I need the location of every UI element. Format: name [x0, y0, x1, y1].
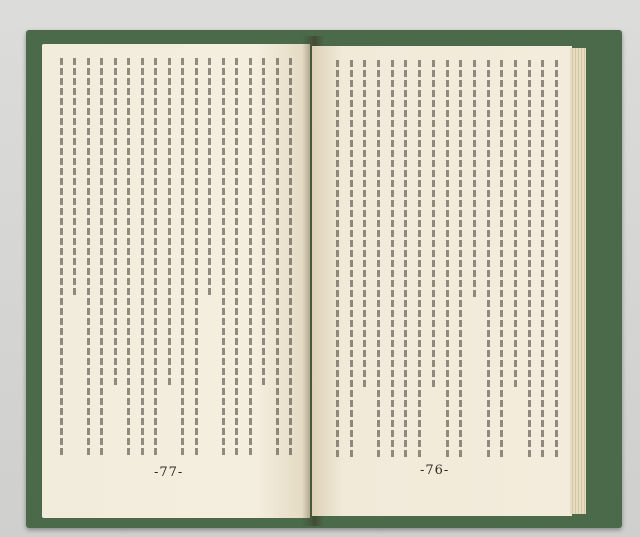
text-column	[60, 58, 63, 458]
left-page-text-columns	[60, 58, 292, 458]
text-column	[487, 60, 490, 460]
text-column	[235, 58, 238, 458]
text-column	[363, 60, 366, 388]
left-page	[42, 44, 310, 518]
text-column	[208, 58, 211, 298]
text-column	[404, 60, 407, 460]
text-column	[154, 58, 157, 458]
text-column	[195, 58, 198, 458]
text-column	[514, 60, 517, 388]
page-edges	[570, 48, 586, 514]
right-page-text-columns	[336, 60, 558, 460]
text-column	[114, 58, 117, 386]
text-column	[87, 58, 90, 458]
text-column	[500, 60, 503, 460]
text-column	[446, 60, 449, 460]
text-column	[541, 60, 544, 460]
text-column	[141, 58, 144, 458]
text-column	[432, 60, 435, 388]
text-column	[276, 58, 279, 458]
text-column	[418, 60, 421, 460]
text-column	[289, 58, 292, 458]
text-column	[222, 58, 225, 458]
right-page	[312, 46, 572, 516]
text-column	[391, 60, 394, 460]
text-column	[181, 58, 184, 458]
text-column	[168, 58, 171, 386]
text-column	[555, 60, 558, 460]
text-column	[100, 58, 103, 458]
text-column	[127, 58, 130, 458]
page-number: -77-	[154, 465, 184, 480]
text-column	[350, 60, 353, 460]
text-column	[473, 60, 476, 300]
text-column	[249, 58, 252, 458]
page-number: -76-	[420, 463, 450, 478]
text-column	[73, 58, 76, 298]
text-column	[336, 60, 339, 460]
text-column	[459, 60, 462, 460]
text-column	[377, 60, 380, 460]
text-column	[262, 58, 265, 386]
text-column	[528, 60, 531, 460]
